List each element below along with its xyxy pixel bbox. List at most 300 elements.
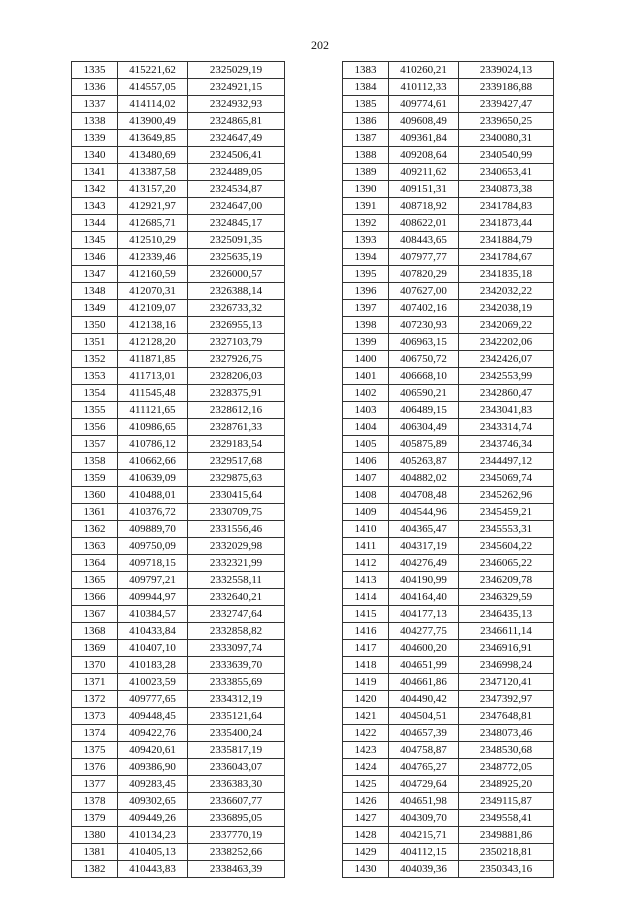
table-row (343, 827, 554, 844)
y-coordinate-cell: 2335817,19 (188, 742, 285, 759)
table-row (343, 623, 554, 640)
table-row (343, 759, 554, 776)
y-coordinate-cell: 2349558,41 (459, 810, 554, 827)
x-coordinate-cell: 410433,84 (118, 623, 188, 640)
x-coordinate-cell: 406750,72 (389, 351, 459, 368)
x-coordinate-cell: 404164,40 (389, 589, 459, 606)
x-coordinate-cell: 410023,59 (118, 674, 188, 691)
table-row (343, 742, 554, 759)
x-coordinate-cell: 409302,65 (118, 793, 188, 810)
table-row (72, 657, 285, 674)
point-number-cell: 1356 (72, 419, 118, 436)
table-row (343, 793, 554, 810)
x-coordinate-cell: 404317,19 (389, 538, 459, 555)
point-number-cell: 1345 (72, 232, 118, 249)
point-number-cell: 1404 (343, 419, 389, 436)
point-number-cell: 1348 (72, 283, 118, 300)
x-coordinate-cell: 404651,98 (389, 793, 459, 810)
y-coordinate-cell: 2348925,20 (459, 776, 554, 793)
x-coordinate-cell: 410134,23 (118, 827, 188, 844)
point-number-cell: 1380 (72, 827, 118, 844)
point-number-cell: 1385 (343, 96, 389, 113)
table-row (343, 708, 554, 725)
point-number-cell: 1389 (343, 164, 389, 181)
y-coordinate-cell: 2346611,14 (459, 623, 554, 640)
x-coordinate-cell: 404365,47 (389, 521, 459, 538)
point-number-cell: 1405 (343, 436, 389, 453)
x-coordinate-cell: 414557,05 (118, 79, 188, 96)
table-row (343, 691, 554, 708)
y-coordinate-cell: 2325091,35 (188, 232, 285, 249)
y-coordinate-cell: 2336895,05 (188, 810, 285, 827)
y-coordinate-cell: 2324921,15 (188, 79, 285, 96)
table-row (343, 776, 554, 793)
x-coordinate-cell: 404758,87 (389, 742, 459, 759)
point-number-cell: 1367 (72, 606, 118, 623)
x-coordinate-cell: 410662,66 (118, 453, 188, 470)
y-coordinate-cell: 2332321,99 (188, 555, 285, 572)
y-coordinate-cell: 2333855,69 (188, 674, 285, 691)
y-coordinate-cell: 2328206,03 (188, 368, 285, 385)
x-coordinate-cell: 409797,21 (118, 572, 188, 589)
table-row (343, 351, 554, 368)
x-coordinate-cell: 409774,61 (389, 96, 459, 113)
table-row (72, 334, 285, 351)
y-coordinate-cell: 2329517,68 (188, 453, 285, 470)
table-row (343, 555, 554, 572)
table-row (72, 538, 285, 555)
point-number-cell: 1339 (72, 130, 118, 147)
table-row (343, 810, 554, 827)
y-coordinate-cell: 2341835,18 (459, 266, 554, 283)
x-coordinate-cell: 408622,01 (389, 215, 459, 232)
table-row (72, 827, 285, 844)
y-coordinate-cell: 2332640,21 (188, 589, 285, 606)
point-number-cell: 1336 (72, 79, 118, 96)
point-number-cell: 1417 (343, 640, 389, 657)
point-number-cell: 1390 (343, 181, 389, 198)
table-row (343, 266, 554, 283)
table-row (72, 589, 285, 606)
y-coordinate-cell: 2346916,91 (459, 640, 554, 657)
table-row (72, 147, 285, 164)
y-coordinate-cell: 2346998,24 (459, 657, 554, 674)
point-number-cell: 1342 (72, 181, 118, 198)
y-coordinate-cell: 2326955,13 (188, 317, 285, 334)
table-row (343, 130, 554, 147)
x-coordinate-cell: 410488,01 (118, 487, 188, 504)
table-row (343, 334, 554, 351)
x-coordinate-cell: 409283,45 (118, 776, 188, 793)
table-row (72, 708, 285, 725)
x-coordinate-cell: 412921,97 (118, 198, 188, 215)
y-coordinate-cell: 2330415,64 (188, 487, 285, 504)
table-row (72, 674, 285, 691)
table-row (343, 861, 554, 878)
point-number-cell: 1397 (343, 300, 389, 317)
x-coordinate-cell: 410260,21 (389, 62, 459, 79)
point-number-cell: 1353 (72, 368, 118, 385)
point-number-cell: 1408 (343, 487, 389, 504)
point-number-cell: 1427 (343, 810, 389, 827)
table-row (72, 317, 285, 334)
point-number-cell: 1415 (343, 606, 389, 623)
y-coordinate-cell: 2342202,06 (459, 334, 554, 351)
point-number-cell: 1377 (72, 776, 118, 793)
table-row (343, 283, 554, 300)
y-coordinate-cell: 2327926,75 (188, 351, 285, 368)
point-number-cell: 1347 (72, 266, 118, 283)
y-coordinate-cell: 2349115,87 (459, 793, 554, 810)
point-number-cell: 1386 (343, 113, 389, 130)
point-number-cell: 1370 (72, 657, 118, 674)
x-coordinate-cell: 412160,59 (118, 266, 188, 283)
table-row (72, 232, 285, 249)
x-coordinate-cell: 409151,31 (389, 181, 459, 198)
y-coordinate-cell: 2336607,77 (188, 793, 285, 810)
x-coordinate-cell: 407977,77 (389, 249, 459, 266)
y-coordinate-cell: 2340873,38 (459, 181, 554, 198)
y-coordinate-cell: 2342426,07 (459, 351, 554, 368)
table-row (343, 317, 554, 334)
point-number-cell: 1419 (343, 674, 389, 691)
y-coordinate-cell: 2340080,31 (459, 130, 554, 147)
y-coordinate-cell: 2342069,22 (459, 317, 554, 334)
table-row (72, 606, 285, 623)
x-coordinate-cell: 410986,65 (118, 419, 188, 436)
x-coordinate-cell: 404661,86 (389, 674, 459, 691)
point-number-cell: 1430 (343, 861, 389, 878)
table-row (72, 113, 285, 130)
point-number-cell: 1361 (72, 504, 118, 521)
y-coordinate-cell: 2335121,64 (188, 708, 285, 725)
x-coordinate-cell: 405263,87 (389, 453, 459, 470)
y-coordinate-cell: 2339186,88 (459, 79, 554, 96)
table-row (72, 62, 285, 79)
x-coordinate-cell: 404651,99 (389, 657, 459, 674)
table-row (343, 232, 554, 249)
point-number-cell: 1352 (72, 351, 118, 368)
x-coordinate-cell: 404882,02 (389, 470, 459, 487)
y-coordinate-cell: 2333097,74 (188, 640, 285, 657)
point-number-cell: 1421 (343, 708, 389, 725)
point-number-cell: 1372 (72, 691, 118, 708)
point-number-cell: 1335 (72, 62, 118, 79)
point-number-cell: 1428 (343, 827, 389, 844)
y-coordinate-cell: 2325635,19 (188, 249, 285, 266)
table-row (72, 844, 285, 861)
x-coordinate-cell: 410384,57 (118, 606, 188, 623)
x-coordinate-cell: 410786,12 (118, 436, 188, 453)
y-coordinate-cell: 2324932,93 (188, 96, 285, 113)
x-coordinate-cell: 413900,49 (118, 113, 188, 130)
x-coordinate-cell: 406590,21 (389, 385, 459, 402)
x-coordinate-cell: 409889,70 (118, 521, 188, 538)
point-number-cell: 1398 (343, 317, 389, 334)
point-number-cell: 1355 (72, 402, 118, 419)
point-number-cell: 1360 (72, 487, 118, 504)
x-coordinate-cell: 407230,93 (389, 317, 459, 334)
point-number-cell: 1387 (343, 130, 389, 147)
point-number-cell: 1363 (72, 538, 118, 555)
y-coordinate-cell: 2326388,14 (188, 283, 285, 300)
y-coordinate-cell: 2339024,13 (459, 62, 554, 79)
table-row (72, 793, 285, 810)
point-number-cell: 1393 (343, 232, 389, 249)
y-coordinate-cell: 2328375,91 (188, 385, 285, 402)
table-row (343, 402, 554, 419)
y-coordinate-cell: 2341884,79 (459, 232, 554, 249)
x-coordinate-cell: 409211,62 (389, 164, 459, 181)
y-coordinate-cell: 2336043,07 (188, 759, 285, 776)
x-coordinate-cell: 407627,00 (389, 283, 459, 300)
table-row (343, 249, 554, 266)
point-number-cell: 1403 (343, 402, 389, 419)
y-coordinate-cell: 2325029,19 (188, 62, 285, 79)
x-coordinate-cell: 412109,07 (118, 300, 188, 317)
y-coordinate-cell: 2324647,49 (188, 130, 285, 147)
y-coordinate-cell: 2327103,79 (188, 334, 285, 351)
x-coordinate-cell: 415221,62 (118, 62, 188, 79)
y-coordinate-cell: 2335400,24 (188, 725, 285, 742)
point-number-cell: 1349 (72, 300, 118, 317)
y-coordinate-cell: 2345069,74 (459, 470, 554, 487)
table-row (72, 249, 285, 266)
x-coordinate-cell: 409718,15 (118, 555, 188, 572)
point-number-cell: 1392 (343, 215, 389, 232)
x-coordinate-cell: 404657,39 (389, 725, 459, 742)
point-number-cell: 1412 (343, 555, 389, 572)
table-row (72, 79, 285, 96)
y-coordinate-cell: 2326000,57 (188, 266, 285, 283)
y-coordinate-cell: 2338463,39 (188, 861, 285, 878)
x-coordinate-cell: 409422,76 (118, 725, 188, 742)
point-number-cell: 1399 (343, 334, 389, 351)
table-row (72, 419, 285, 436)
point-number-cell: 1406 (343, 453, 389, 470)
point-number-cell: 1354 (72, 385, 118, 402)
x-coordinate-cell: 404708,48 (389, 487, 459, 504)
x-coordinate-cell: 404277,75 (389, 623, 459, 640)
x-coordinate-cell: 411713,01 (118, 368, 188, 385)
y-coordinate-cell: 2341873,44 (459, 215, 554, 232)
y-coordinate-cell: 2329875,63 (188, 470, 285, 487)
y-coordinate-cell: 2324647,00 (188, 198, 285, 215)
point-number-cell: 1344 (72, 215, 118, 232)
table-row (343, 606, 554, 623)
point-number-cell: 1373 (72, 708, 118, 725)
coordinates-table-right (342, 61, 554, 878)
point-number-cell: 1424 (343, 759, 389, 776)
table-row (343, 385, 554, 402)
point-number-cell: 1375 (72, 742, 118, 759)
y-coordinate-cell: 2338252,66 (188, 844, 285, 861)
table-row (72, 453, 285, 470)
y-coordinate-cell: 2324489,05 (188, 164, 285, 181)
x-coordinate-cell: 407402,16 (389, 300, 459, 317)
table-row (72, 130, 285, 147)
table-row (72, 555, 285, 572)
y-coordinate-cell: 2330709,75 (188, 504, 285, 521)
y-coordinate-cell: 2333639,70 (188, 657, 285, 674)
x-coordinate-cell: 410183,28 (118, 657, 188, 674)
table-row (72, 487, 285, 504)
table-row (343, 181, 554, 198)
point-number-cell: 1402 (343, 385, 389, 402)
point-number-cell: 1422 (343, 725, 389, 742)
y-coordinate-cell: 2348073,46 (459, 725, 554, 742)
point-number-cell: 1396 (343, 283, 389, 300)
point-number-cell: 1337 (72, 96, 118, 113)
table-row (72, 640, 285, 657)
point-number-cell: 1338 (72, 113, 118, 130)
x-coordinate-cell: 404190,99 (389, 572, 459, 589)
y-coordinate-cell: 2337770,19 (188, 827, 285, 844)
point-number-cell: 1374 (72, 725, 118, 742)
x-coordinate-cell: 410376,72 (118, 504, 188, 521)
point-number-cell: 1379 (72, 810, 118, 827)
x-coordinate-cell: 404112,15 (389, 844, 459, 861)
y-coordinate-cell: 2326733,32 (188, 300, 285, 317)
table-row (72, 759, 285, 776)
x-coordinate-cell: 404309,70 (389, 810, 459, 827)
y-coordinate-cell: 2345553,31 (459, 521, 554, 538)
point-number-cell: 1381 (72, 844, 118, 861)
point-number-cell: 1401 (343, 368, 389, 385)
table-row (72, 861, 285, 878)
table-row (343, 198, 554, 215)
x-coordinate-cell: 409750,09 (118, 538, 188, 555)
y-coordinate-cell: 2343314,74 (459, 419, 554, 436)
x-coordinate-cell: 412070,31 (118, 283, 188, 300)
table-row (72, 164, 285, 181)
y-coordinate-cell: 2342032,22 (459, 283, 554, 300)
x-coordinate-cell: 410443,83 (118, 861, 188, 878)
x-coordinate-cell: 409208,64 (389, 147, 459, 164)
table-row (72, 470, 285, 487)
y-coordinate-cell: 2332858,82 (188, 623, 285, 640)
table-row (72, 810, 285, 827)
point-number-cell: 1395 (343, 266, 389, 283)
y-coordinate-cell: 2328612,16 (188, 402, 285, 419)
table-row (72, 368, 285, 385)
point-number-cell: 1365 (72, 572, 118, 589)
x-coordinate-cell: 404276,49 (389, 555, 459, 572)
x-coordinate-cell: 411871,85 (118, 351, 188, 368)
point-number-cell: 1410 (343, 521, 389, 538)
table-row (343, 147, 554, 164)
table-row (343, 674, 554, 691)
y-coordinate-cell: 2346435,13 (459, 606, 554, 623)
x-coordinate-cell: 410405,13 (118, 844, 188, 861)
table-row (72, 266, 285, 283)
page-number: 202 (311, 38, 329, 52)
point-number-cell: 1414 (343, 589, 389, 606)
point-number-cell: 1366 (72, 589, 118, 606)
point-number-cell: 1343 (72, 198, 118, 215)
point-number-cell: 1409 (343, 504, 389, 521)
x-coordinate-cell: 409944,97 (118, 589, 188, 606)
y-coordinate-cell: 2344497,12 (459, 453, 554, 470)
y-coordinate-cell: 2350218,81 (459, 844, 554, 861)
point-number-cell: 1359 (72, 470, 118, 487)
x-coordinate-cell: 409386,90 (118, 759, 188, 776)
y-coordinate-cell: 2342553,99 (459, 368, 554, 385)
table-row (343, 79, 554, 96)
y-coordinate-cell: 2341784,83 (459, 198, 554, 215)
x-coordinate-cell: 408443,65 (389, 232, 459, 249)
x-coordinate-cell: 409777,65 (118, 691, 188, 708)
point-number-cell: 1378 (72, 793, 118, 810)
table-row (72, 283, 285, 300)
x-coordinate-cell: 412128,20 (118, 334, 188, 351)
point-number-cell: 1411 (343, 538, 389, 555)
y-coordinate-cell: 2345604,22 (459, 538, 554, 555)
y-coordinate-cell: 2328761,33 (188, 419, 285, 436)
y-coordinate-cell: 2342038,19 (459, 300, 554, 317)
table-row (343, 453, 554, 470)
y-coordinate-cell: 2324534,87 (188, 181, 285, 198)
x-coordinate-cell: 412339,46 (118, 249, 188, 266)
x-coordinate-cell: 409361,84 (389, 130, 459, 147)
y-coordinate-cell: 2346209,78 (459, 572, 554, 589)
table-row (72, 521, 285, 538)
table-row (343, 538, 554, 555)
x-coordinate-cell: 404215,71 (389, 827, 459, 844)
x-coordinate-cell: 411545,48 (118, 385, 188, 402)
x-coordinate-cell: 406304,49 (389, 419, 459, 436)
table-row (343, 572, 554, 589)
table-row (343, 164, 554, 181)
point-number-cell: 1382 (72, 861, 118, 878)
table-row (343, 368, 554, 385)
table-row (72, 572, 285, 589)
y-coordinate-cell: 2347120,41 (459, 674, 554, 691)
y-coordinate-cell: 2348772,05 (459, 759, 554, 776)
y-coordinate-cell: 2350343,16 (459, 861, 554, 878)
coordinates-table-left (71, 61, 285, 878)
point-number-cell: 1384 (343, 79, 389, 96)
y-coordinate-cell: 2340653,41 (459, 164, 554, 181)
point-number-cell: 1364 (72, 555, 118, 572)
table-row (72, 725, 285, 742)
x-coordinate-cell: 404765,27 (389, 759, 459, 776)
table-row (72, 198, 285, 215)
x-coordinate-cell: 412138,16 (118, 317, 188, 334)
table-row (343, 640, 554, 657)
y-coordinate-cell: 2332558,11 (188, 572, 285, 589)
x-coordinate-cell: 406963,15 (389, 334, 459, 351)
table-row (72, 691, 285, 708)
y-coordinate-cell: 2332029,98 (188, 538, 285, 555)
x-coordinate-cell: 412685,71 (118, 215, 188, 232)
point-number-cell: 1350 (72, 317, 118, 334)
x-coordinate-cell: 413157,20 (118, 181, 188, 198)
point-number-cell: 1368 (72, 623, 118, 640)
x-coordinate-cell: 404544,96 (389, 504, 459, 521)
x-coordinate-cell: 409449,26 (118, 810, 188, 827)
x-coordinate-cell: 409448,45 (118, 708, 188, 725)
y-coordinate-cell: 2332747,64 (188, 606, 285, 623)
x-coordinate-cell: 410639,09 (118, 470, 188, 487)
y-coordinate-cell: 2347648,81 (459, 708, 554, 725)
point-number-cell: 1351 (72, 334, 118, 351)
y-coordinate-cell: 2348530,68 (459, 742, 554, 759)
y-coordinate-cell: 2349881,86 (459, 827, 554, 844)
y-coordinate-cell: 2343746,34 (459, 436, 554, 453)
point-number-cell: 1388 (343, 147, 389, 164)
table-row (343, 725, 554, 742)
